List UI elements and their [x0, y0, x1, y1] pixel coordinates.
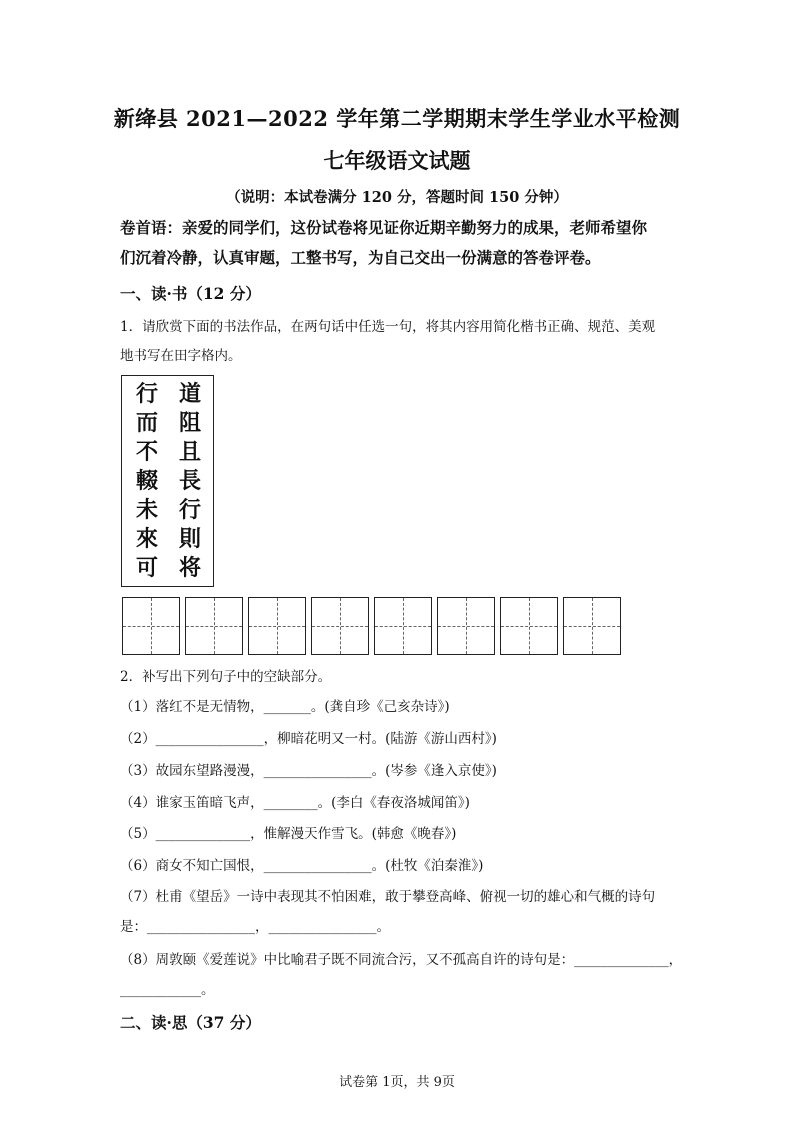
calligraphy-char: 且	[178, 439, 201, 465]
question-2-item: （5）______________，惟解漫天作雪飞。(韩愈《晚春》)	[120, 826, 457, 842]
calligraphy-char: 則	[178, 526, 201, 552]
section-1-heading: 一、读·书（12 分）	[120, 284, 261, 303]
calligraphy-char: 長	[178, 468, 201, 494]
calligraphy-char: 可	[135, 555, 158, 581]
calligraphy-char: 而	[135, 410, 158, 436]
tianzige-cell[interactable]	[437, 597, 495, 655]
question-2-item: 是：________________，________________。	[120, 919, 390, 935]
question-2-item: （8）周敦颐《爱莲说》中比喻君子既不同流合污，又不孤高自许的诗句是：______________，	[120, 952, 683, 968]
calligraphy-char: 不	[135, 439, 158, 465]
question-2-item: （7）杜甫《望岳》一诗中表现其不怕困难，敢于攀登高峰、俯视一切的雄心和气概的诗句	[120, 889, 656, 905]
calligraphy-char: 道	[178, 381, 201, 407]
question-2-item: （2）________________，柳暗花明又一村。(陆游《游山西村》)	[120, 731, 497, 747]
exam-note: （说明：本试卷满分 120 分，答题时间 150 分钟）	[226, 189, 568, 206]
page-footer: 试卷第 1页，共 9页	[339, 1075, 455, 1090]
calligraphy-char: 未	[135, 497, 158, 523]
tianzige-cell[interactable]	[122, 597, 180, 655]
tianzige-cell[interactable]	[248, 597, 306, 655]
question-1-line-1: 1．请欣赏下面的书法作品，在两句话中任选一句，将其内容用简化楷书正确、规范、美观	[120, 319, 656, 335]
question-2-item: ____________。	[120, 982, 215, 998]
calligraphy-right-column	[177, 380, 203, 583]
tianzige-cell[interactable]	[311, 597, 369, 655]
question-1-line-2: 地书写在田字格内。	[120, 348, 242, 364]
calligraphy-char: 行	[178, 497, 201, 523]
exam-title: 新绛县 2021—2022 学年第二学期期末学生学业水平检测	[113, 106, 681, 131]
tianzige-cell[interactable]	[185, 597, 243, 655]
question-2-intro: 2．补写出下列句子中的空缺部分。	[120, 669, 332, 685]
calligraphy-char: 輟	[135, 468, 158, 494]
calligraphy-char: 将	[178, 555, 201, 581]
question-2-item: （6）商女不知亡国恨，________________。(杜牧《泊秦淮》)	[120, 858, 484, 874]
preface-line-2: 们沉着冷静，认真审题，工整书写，为自己交出一份满意的答卷评卷。	[120, 248, 601, 267]
exam-subtitle: 七年级语文试题	[323, 148, 471, 173]
tianzige-cell[interactable]	[500, 597, 558, 655]
question-2-item: （1）落红不是无情物，_______。(龚自珍《己亥杂诗》)	[120, 699, 450, 715]
calligraphy-char: 行	[135, 381, 158, 407]
tianzige-cell[interactable]	[374, 597, 432, 655]
question-2-item: （4）谁家玉笛暗飞声，________。(李白《春夜洛城闻笛》)	[120, 795, 470, 811]
question-2-item: （3）故园东望路漫漫，________________。(岑参《逢入京使》)	[120, 763, 497, 779]
calligraphy-char: 來	[135, 526, 158, 552]
section-2-heading: 二、读·思（37 分）	[120, 1013, 261, 1032]
calligraphy-char: 阻	[178, 410, 201, 436]
tianzige-cell[interactable]	[563, 597, 621, 655]
preface-line-1: 卷首语：亲爱的同学们，这份试卷将见证你近期辛勤努力的成果，老师希望你	[120, 218, 648, 237]
calligraphy-left-column	[134, 380, 160, 583]
calligraphy-artwork	[121, 375, 214, 587]
